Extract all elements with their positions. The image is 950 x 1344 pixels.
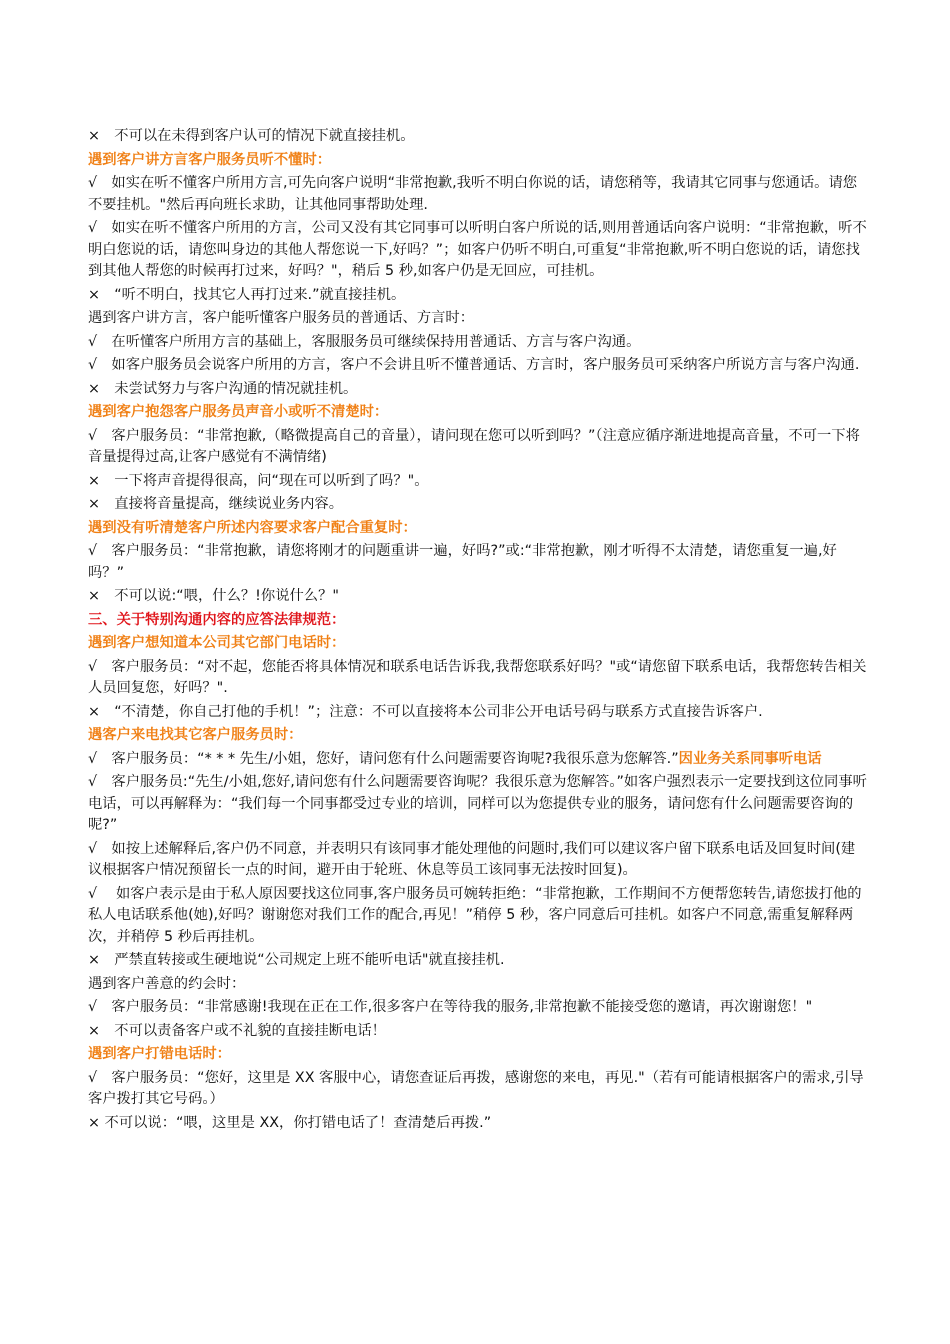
paragraph: × 未尝试努力与客户沟通的情况就挂机。: [88, 380, 358, 397]
paragraph: 遇到客户善意的约会时：: [88, 975, 246, 992]
paragraph: √ 如客户服务员会说客户所用的方言，客户不会讲且听不懂普通话、方言时，客户服务员可采纳客户所说方言与客户沟通.: [88, 357, 860, 373]
paragraph: × 不可以在未得到客户认可的情况下就直接挂机。: [88, 128, 415, 144]
section-heading: 遇客户来电找其它客户服务员时：: [88, 727, 303, 743]
paragraph-text: √ 客户服务员：“* * * 先生/小姐，您好，请问您有什么问题需要咨询呢?我很乐意为您解答.”: [88, 750, 679, 767]
paragraph: √ 如客户表示是由于私人原因要找这位同事,客户服务员可婉转拒绝：“非常抱歉，工作期间不方便帮您转告,请您拔打他的私人电话联系他(她),好吗？谢谢您对我们工作的配合,再见！”稍停 5 秒，客户同意后可挂机。如客户不同意,需重复解释两次，并稍停 5 秒后再挂机。: [88, 885, 862, 945]
paragraph: × 一下将声音提得很高，问“现在可以听到了吗？"。: [88, 472, 429, 489]
paragraph: √ 客户服务员：“您好，这里是 XX 客服中心，请您查证后再拨，感谢您的来电，再见."（若有可能请根据客户的需求,引导客户拨打其它号码。）: [88, 1069, 864, 1107]
paragraph: × 严禁直转接或生硬地说“公司规定上班不能听电话"就直接挂机.: [88, 952, 505, 968]
paragraph: × 不可以说:“喂，什么？!你说什么？": [88, 588, 339, 604]
paragraph: √ 客户服务员：“非常抱歉,（略微提高自己的音量），请问现在您可以听到吗？”（注意应循序渐进地提高音量，不可一下将音量提得过高,让客户感觉有不满情绪): [88, 427, 860, 465]
chapter-heading: 三、关于特别沟通内容的应答法律规范：: [88, 611, 346, 628]
paragraph: √ 如实在听不懂客户所用方言,可先向客户说明“非常抱歉,我听不明白你说的话，请您稍等，我请其它同事与您通话。请您不要挂机。"然后再向班长求助，让其他同事帮助处理.: [88, 175, 858, 213]
paragraph: √ 客户服务员:“先生/小姐,您好,请问您有什么问题需要咨询呢？我很乐意为您解答。”如客户强烈表示一定要找到这位同事听电话，可以再解释为：“我们每一个同事都受过专业的培训，同样可以为您提供专业的服务，请问您有什么问题需要咨询的呢?”: [88, 774, 867, 833]
paragraph: √ 在听懂客户所用方言的基础上，客服服务员可继续保持用普通话、方言与客户沟通。: [88, 333, 641, 350]
paragraph: × “不清楚，你自己打他的手机！”；注意：不可以直接将本公司非公开电话号码与联系方式直接告诉客户.: [88, 703, 763, 720]
paragraph: 遇到客户讲方言，客户能听懂客户服务员的普通话、方言时：: [88, 310, 475, 326]
section-heading: 遇到客户抱怨客户服务员声音小或听不清楚时：: [88, 404, 389, 420]
document-body: [88, 126, 868, 1136]
paragraph: × “听不明白，找其它人再打过来.”就直接挂机。: [88, 286, 406, 303]
paragraph: × 不可以责备客户或不礼貌的直接挂断电话！: [88, 1022, 386, 1039]
inline-heading: 因业务关系同事听电话: [678, 750, 822, 767]
section-heading: 遇到没有听清楚客户所述内容要求客户配合重复时：: [88, 519, 417, 536]
paragraph: √ 客户服务员：“非常感谢!我现在正在工作,很多客户在等待我的服务,非常抱歉不能接受您的邀请，再次谢谢您！": [88, 999, 813, 1015]
paragraph: √ 如实在听不懂客户所用的方言，公司又没有其它同事可以听明白客户所说的话,则用普通话向客户说明：“非常抱歉，听不明白您说的话，请您叫身边的其他人帮您说一下,好吗？”；如客户仍听不明白,可重复“非常抱歉,听不明白您说的话，请您找到其他人帮您的时候再打过来，好吗？"，稍后 5 秒,如客户仍是无回应，可挂机。: [88, 220, 867, 279]
paragraph: √ 客户服务员：“非常抱歉，请您将刚才的问题重讲一遍，好吗?”或:“非常抱歉，刚才听得不太清楚，请您重复一遍,好吗？”: [88, 543, 837, 581]
section-heading: 遇到客户打错电话时：: [88, 1046, 231, 1062]
section-heading: 遇到客户讲方言客户服务员听不懂时：: [88, 151, 332, 168]
paragraph: × 不可以说：“喂，这里是 XX，你打错电话了！查清楚后再拨.”: [88, 1114, 492, 1131]
section-heading: 遇到客户想知道本公司其它部门电话时：: [88, 635, 346, 651]
paragraph: √ 客户服务员：“对不起，您能否将具体情况和联系电话告诉我,我帮您联系好吗？"或“请您留下联系电话，我帮您转告相关人员回复您，好吗？".: [88, 658, 867, 696]
paragraph: × 直接将音量提高，继续说业务内容。: [88, 496, 344, 512]
paragraph-mixed: [88, 749, 868, 771]
paragraph: √ 如按上述解释后,客户仍不同意，并表明只有该同事才能处理他的问题时,我们可以建议客户留下联系电话及回复时间(建议根据客户情况预留长一点的时间，避开由于轮班、休息等员工该同事无法按时回复)。: [88, 840, 856, 878]
